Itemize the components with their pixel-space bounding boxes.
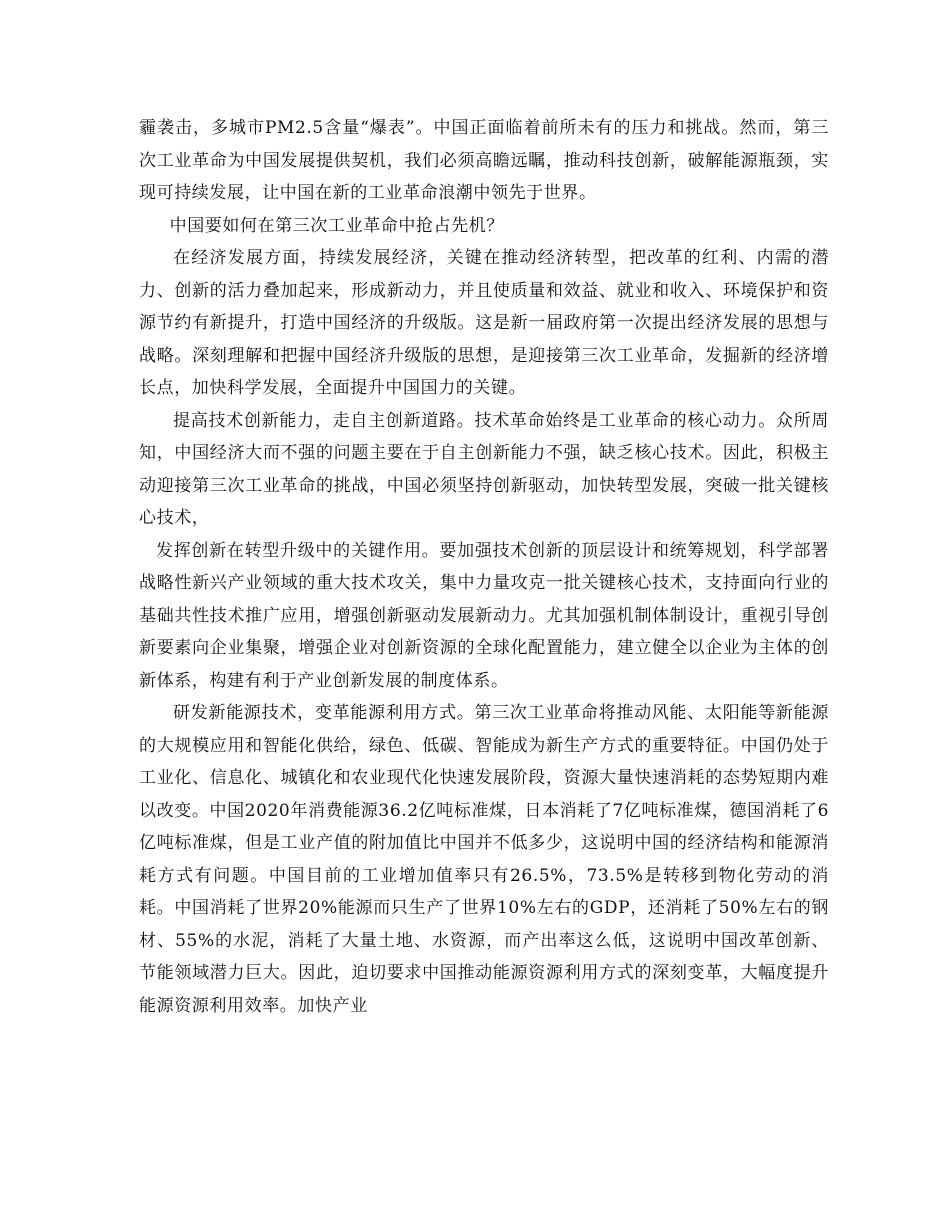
paragraph-innovation-role: 发挥创新在转型升级中的关键作用。要加强技术创新的顶层设计和统筹规划，科学部署战略性新兴产业领域的重大技术攻关，集中力量攻克一批关键核心技术，支持面向行业的基础共性技术推广应用，增强创新驱动发展新动力。尤其加强机制体制设计，重视引导创新要素向企业集聚，增强企业对创新资源的全球化配置能力，建立健全以企业为主体的创新体系，构建有利于产业创新发展的制度体系。 (139, 540, 829, 691)
paragraph-technical-innovation: 提高技术创新能力，走自主创新道路。技术革命始终是工业革命的核心动力。众所周知，中国经济大而不强的问题主要在于自主创新能力不强，缺乏核心技术。因此，积极主动迎接第三次工业革命的挑战，中国必须坚持创新驱动，加快转型发展，突破一批关键核心技术， (139, 410, 829, 528)
paragraph-question: 中国要如何在第三次工业革命中抢占先机？ (169, 215, 504, 236)
paragraph-economic-development: 在经济发展方面，持续发展经济，关键在推动经济转型，把改革的红利、内需的潜力、创新的活力叠加起来，形成新动力，并且使质量和效益、就业和收入、环境保护和资源节约有新提升，打造中国经济的升级版。这是新一届政府第一次提出经济发展的思想与战略。深刻理解和把握中国经济升级版的思想，是迎接第三次工业革命，发掘新的经济增长点，加快科学发展，全面提升中国国力的关键。 (139, 248, 829, 398)
document-page (139, 112, 829, 1022)
paragraph-continuation: 霾袭击，多城市PM2.5含量“爆表”。中国正面临着前所未有的压力和挑战。然而，第三次工业革命为中国发展提供契机，我们必须高瞻远瞩，推动科技创新，破解能源瓶颈，实现可持续发展，让中国在新的工业革命浪潮中领先于世界。 (139, 118, 829, 203)
paragraph-new-energy: 研发新能源技术，变革能源利用方式。第三次工业革命将推动风能、太阳能等新能源的大规模应用和智能化供给，绿色、低碳、智能成为新生产方式的重要特征。中国仍处于工业化、信息化、城镇化和农业现代化快速发展阶段，资源大量快速消耗的态势短期内难以改变。中国2020年消费能源36.2亿吨标准煤，日本消耗了7亿吨标准煤，德国消耗了6亿吨标准煤，但是工业产值的附加值比中国并不低多少，这说明中国的经济结构和能源消耗方式有问题。中国目前的工业增加值率只有26.5%，73.5%是转移到物化劳动的消耗。中国消耗了世界20%能源而只生产了世界10%左右的GDP，还消耗了50%左右的钢材、55%的水泥，消耗了大量土地、水资源，而产出率这么低，这说明中国改革创新、节能领域潜力巨大。因此，迫切要求中国推动能源资源利用方式的深刻变革，大幅度提升能源资源利用效率。加快产业 (139, 703, 829, 1016)
